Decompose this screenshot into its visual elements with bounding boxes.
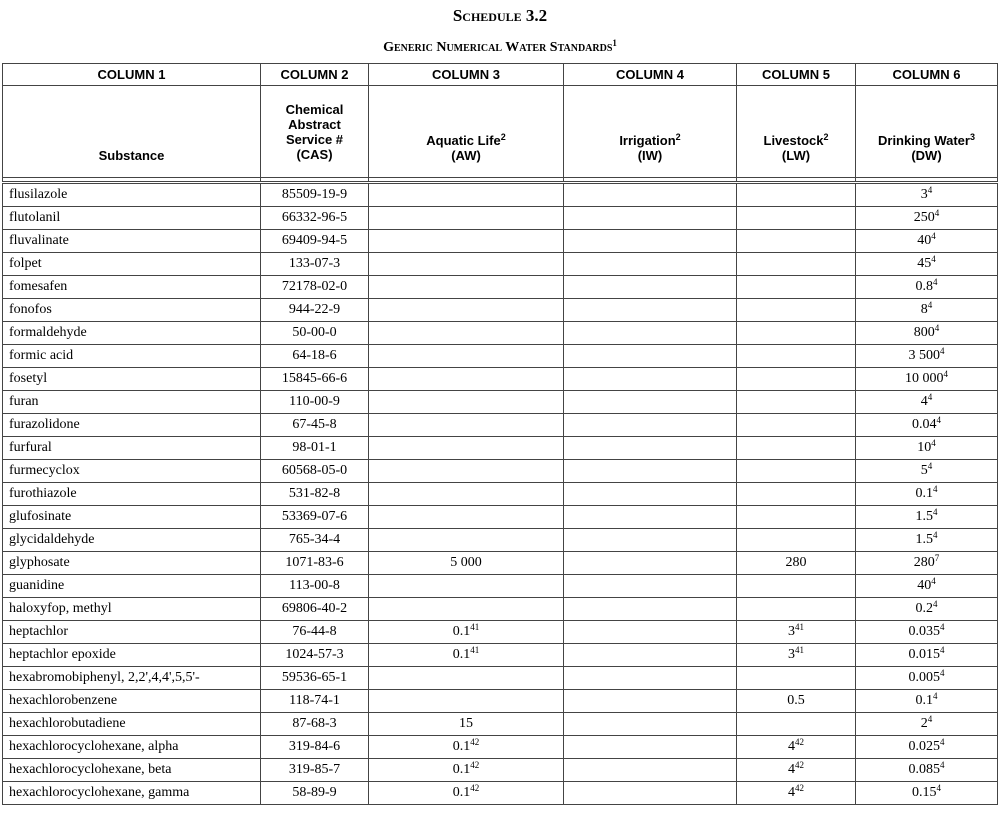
livestock-cell [737, 713, 856, 736]
drinking-water-cell [856, 713, 998, 736]
column-subheader [369, 86, 564, 178]
irrigation-cell [564, 460, 737, 483]
value: 3 [788, 624, 795, 639]
cas-cell: 944-22-9 [261, 299, 369, 322]
cas-cell: 59536-65-1 [261, 667, 369, 690]
aquatic-life-cell [369, 207, 564, 230]
column-header: COLUMN 1 [3, 64, 261, 86]
cas-cell: 1024-57-3 [261, 644, 369, 667]
drinking-water-cell [856, 207, 998, 230]
subheader-abbr: (DW) [911, 148, 942, 163]
substance-cell: glufosinate [3, 506, 261, 529]
substance-cell: flutolanil [3, 207, 261, 230]
footnote-ref: 4 [933, 599, 938, 609]
footnote-ref: 4 [927, 714, 933, 724]
drinking-water-cell [856, 253, 998, 276]
cas-cell: 76-44-8 [261, 621, 369, 644]
table-row [3, 644, 998, 667]
substance-cell: furothiazole [3, 483, 261, 506]
substance-cell: haloxyfop, methyl [3, 598, 261, 621]
footnote-ref: 4 [933, 530, 938, 540]
value: 8 [920, 302, 928, 317]
livestock-cell [737, 322, 856, 345]
irrigation-cell [564, 322, 737, 345]
value: 0.1 [452, 785, 471, 800]
column-subheader [737, 86, 856, 178]
irrigation-cell [564, 759, 737, 782]
cas-cell: 531-82-8 [261, 483, 369, 506]
table-row [3, 483, 998, 506]
table-row [3, 690, 998, 713]
subheader-abbr: (CAS) [296, 146, 333, 162]
cas-cell: 765-34-4 [261, 529, 369, 552]
cas-cell: 58-89-9 [261, 782, 369, 805]
irrigation-cell [564, 230, 737, 253]
irrigation-cell [564, 713, 737, 736]
table-row [3, 345, 998, 368]
irrigation-cell [564, 736, 737, 759]
livestock-cell [737, 736, 856, 759]
value: 3 [920, 187, 928, 202]
drinking-water-cell [856, 759, 998, 782]
livestock-cell [737, 299, 856, 322]
livestock-cell [737, 621, 856, 644]
livestock-cell [737, 207, 856, 230]
table-row [3, 736, 998, 759]
column-subheader [564, 86, 737, 178]
value: 1.5 [915, 509, 933, 524]
aquatic-life-cell [369, 414, 564, 437]
value: 280 [913, 555, 935, 570]
footnote-ref: 7 [934, 553, 940, 563]
footnote-ref: 4 [943, 369, 948, 379]
footnote-ref: 4 [933, 691, 938, 701]
value: 45 [917, 256, 932, 271]
livestock-cell [737, 759, 856, 782]
footnote-ref: 2 [823, 132, 829, 142]
aquatic-life-cell [369, 460, 564, 483]
substance-cell: furazolidone [3, 414, 261, 437]
drinking-water-cell [856, 183, 998, 207]
schedule-title: Schedule 3.2 [452, 6, 548, 25]
cas-cell: 15845-66-6 [261, 368, 369, 391]
cas-cell: 1071-83-6 [261, 552, 369, 575]
drinking-water-cell [856, 667, 998, 690]
value: 0.025 [908, 739, 940, 754]
drinking-water-cell [856, 782, 998, 805]
value: 4 [920, 394, 928, 409]
value: 3 500 [908, 348, 940, 363]
irrigation-cell [564, 483, 737, 506]
livestock-cell [737, 506, 856, 529]
aquatic-life-cell [369, 690, 564, 713]
table-row [3, 621, 998, 644]
cas-cell: 319-84-6 [261, 736, 369, 759]
table-row [3, 667, 998, 690]
footnote-ref: 4 [927, 461, 933, 471]
column-subheader [3, 86, 261, 178]
subheader-abbr: (IW) [637, 148, 663, 163]
footnote-ref: 42 [470, 760, 480, 770]
table-row [3, 437, 998, 460]
irrigation-cell [564, 667, 737, 690]
cas-cell: 53369-07-6 [261, 506, 369, 529]
aquatic-life-cell [369, 483, 564, 506]
aquatic-life-cell [369, 437, 564, 460]
value: 0.005 [908, 670, 940, 685]
drinking-water-cell [856, 368, 998, 391]
livestock-cell [737, 782, 856, 805]
substance-cell: furan [3, 391, 261, 414]
footnote-ref: 41 [795, 645, 804, 655]
irrigation-cell [564, 368, 737, 391]
livestock-cell [737, 552, 856, 575]
livestock-cell [737, 230, 856, 253]
value: 10 [917, 440, 932, 455]
subtitle-text: Generic Numerical Water Standards [383, 40, 613, 55]
value: 0.1 [452, 647, 471, 662]
subheader-label: Drinking Water [878, 133, 970, 148]
irrigation-cell [564, 552, 737, 575]
value: 4 [788, 762, 795, 777]
livestock-cell [737, 437, 856, 460]
footnote-ref: 4 [940, 760, 945, 770]
footnote-ref: 41 [470, 645, 480, 655]
aquatic-life-cell [369, 552, 564, 575]
subheader-label: Substance [98, 148, 165, 163]
aquatic-life-cell [369, 276, 564, 299]
aquatic-life-cell [369, 667, 564, 690]
livestock-cell [737, 183, 856, 207]
value: 5 000 [450, 555, 482, 570]
cas-cell: 67-45-8 [261, 414, 369, 437]
value: 0.04 [912, 417, 937, 432]
drinking-water-cell [856, 598, 998, 621]
livestock-cell [737, 529, 856, 552]
footnote-ref: 4 [940, 346, 945, 356]
cas-cell: 69806-40-2 [261, 598, 369, 621]
column-header: COLUMN 2 [261, 64, 369, 86]
irrigation-cell [564, 183, 737, 207]
footnote-ref: 4 [940, 668, 945, 678]
cas-cell: 98-01-1 [261, 437, 369, 460]
cas-cell: 60568-05-0 [261, 460, 369, 483]
cas-cell: 319-85-7 [261, 759, 369, 782]
drinking-water-cell [856, 736, 998, 759]
table-row [3, 506, 998, 529]
table-row [3, 391, 998, 414]
cas-cell: 72178-02-0 [261, 276, 369, 299]
irrigation-cell [564, 299, 737, 322]
value: 3 [788, 647, 795, 662]
footnote-ref: 4 [940, 737, 945, 747]
cas-cell: 87-68-3 [261, 713, 369, 736]
livestock-cell [737, 460, 856, 483]
irrigation-cell [564, 437, 737, 460]
irrigation-cell [564, 782, 737, 805]
value: 0.1 [452, 739, 471, 754]
subheader-abbr: (LW) [781, 148, 811, 163]
value: 0.1 [915, 693, 933, 708]
footnote-ref: 4 [931, 576, 936, 586]
subheader-label: Livestock [763, 133, 824, 148]
drinking-water-cell [856, 529, 998, 552]
column-subheader [856, 86, 998, 178]
cas-cell: 118-74-1 [261, 690, 369, 713]
footnote-ref: 42 [470, 783, 480, 793]
footnote-ref: 4 [934, 208, 940, 218]
footnote-ref: 42 [795, 760, 804, 770]
drinking-water-cell [856, 621, 998, 644]
irrigation-cell [564, 506, 737, 529]
irrigation-cell [564, 391, 737, 414]
drinking-water-cell [856, 276, 998, 299]
drinking-water-cell [856, 437, 998, 460]
value: 0.8 [915, 279, 933, 294]
table-row [3, 183, 998, 207]
aquatic-life-cell [369, 183, 564, 207]
value: 0.5 [787, 693, 805, 708]
column-header: COLUMN 5 [737, 64, 856, 86]
substance-cell: hexachlorocyclohexane, gamma [3, 782, 261, 805]
table-row [3, 368, 998, 391]
subheader-label: Aquatic Life [426, 133, 501, 148]
livestock-cell [737, 483, 856, 506]
substance-cell: fomesafen [3, 276, 261, 299]
value: 0.1 [452, 762, 471, 777]
substance-cell: guanidine [3, 575, 261, 598]
aquatic-life-cell [369, 368, 564, 391]
drinking-water-cell [856, 230, 998, 253]
footnote-ref: 42 [795, 737, 804, 747]
table-row [3, 759, 998, 782]
footnote-ref: 41 [470, 622, 480, 632]
aquatic-life-cell [369, 230, 564, 253]
substance-cell: folpet [3, 253, 261, 276]
substance-cell: fosetyl [3, 368, 261, 391]
table-row [3, 322, 998, 345]
table-row [3, 276, 998, 299]
cas-cell: 113-00-8 [261, 575, 369, 598]
irrigation-cell [564, 207, 737, 230]
table-row [3, 713, 998, 736]
table-row [3, 253, 998, 276]
water-standards-table [2, 63, 998, 805]
livestock-cell [737, 690, 856, 713]
value: 1.5 [915, 532, 933, 547]
aquatic-life-cell [369, 598, 564, 621]
substance-cell: furmecyclox [3, 460, 261, 483]
cas-cell: 50-00-0 [261, 322, 369, 345]
table-row [3, 230, 998, 253]
cas-cell: 64-18-6 [261, 345, 369, 368]
footnote-ref: 4 [933, 507, 938, 517]
footnote-ref: 4 [933, 277, 938, 287]
footnote-ref: 3 [969, 132, 975, 142]
value: 280 [785, 555, 807, 570]
livestock-cell [737, 414, 856, 437]
subheader-label: Chemical Abstract Service # [285, 101, 344, 147]
subheader-abbr: (AW) [451, 148, 481, 163]
aquatic-life-cell [369, 506, 564, 529]
livestock-cell [737, 345, 856, 368]
table-row [3, 414, 998, 437]
value: 2 [920, 716, 928, 731]
substance-cell: glycidaldehyde [3, 529, 261, 552]
table-row [3, 575, 998, 598]
irrigation-cell [564, 276, 737, 299]
footnote-ref: 4 [933, 484, 938, 494]
footnote-ref: 2 [500, 132, 506, 142]
livestock-cell [737, 368, 856, 391]
irrigation-cell [564, 690, 737, 713]
irrigation-cell [564, 598, 737, 621]
substance-cell: flusilazole [3, 183, 261, 207]
aquatic-life-cell [369, 299, 564, 322]
footnote-ref: 1 [612, 38, 617, 48]
table-row [3, 552, 998, 575]
footnote-ref: 2 [675, 132, 681, 142]
drinking-water-cell [856, 414, 998, 437]
livestock-cell [737, 644, 856, 667]
footnote-ref: 4 [936, 783, 941, 793]
cas-cell: 133-07-3 [261, 253, 369, 276]
substance-cell: heptachlor [3, 621, 261, 644]
value: 10 000 [905, 371, 944, 386]
substance-cell: hexachlorobenzene [3, 690, 261, 713]
aquatic-life-cell [369, 253, 564, 276]
footnote-ref: 4 [927, 185, 933, 195]
irrigation-cell [564, 414, 737, 437]
table-row [3, 299, 998, 322]
drinking-water-cell [856, 552, 998, 575]
aquatic-life-cell [369, 736, 564, 759]
irrigation-cell [564, 644, 737, 667]
aquatic-life-cell [369, 621, 564, 644]
footnote-ref: 41 [795, 622, 804, 632]
value: 800 [913, 325, 935, 340]
substance-cell: hexachlorocyclohexane, beta [3, 759, 261, 782]
value: 40 [917, 578, 932, 593]
aquatic-life-cell [369, 575, 564, 598]
footnote-ref: 4 [936, 415, 941, 425]
livestock-cell [737, 276, 856, 299]
drinking-water-cell [856, 506, 998, 529]
footnote-ref: 4 [934, 323, 940, 333]
livestock-cell [737, 253, 856, 276]
irrigation-cell [564, 621, 737, 644]
value: 0.1 [915, 486, 933, 501]
value: 4 [788, 739, 795, 754]
footnote-ref: 42 [795, 783, 804, 793]
aquatic-life-cell [369, 529, 564, 552]
aquatic-life-cell [369, 713, 564, 736]
substance-cell: fonofos [3, 299, 261, 322]
irrigation-cell [564, 345, 737, 368]
drinking-water-cell [856, 690, 998, 713]
aquatic-life-cell [369, 782, 564, 805]
value: 40 [917, 233, 932, 248]
value: 5 [920, 463, 928, 478]
livestock-cell [737, 391, 856, 414]
drinking-water-cell [856, 575, 998, 598]
aquatic-life-cell [369, 759, 564, 782]
irrigation-cell [564, 575, 737, 598]
value: 0.085 [908, 762, 940, 777]
value: 15 [459, 716, 473, 731]
footnote-ref: 4 [927, 392, 933, 402]
aquatic-life-cell [369, 345, 564, 368]
aquatic-life-cell [369, 644, 564, 667]
table-row [3, 529, 998, 552]
footnote-ref: 4 [940, 645, 945, 655]
cas-cell: 66332-96-5 [261, 207, 369, 230]
column-header: COLUMN 6 [856, 64, 998, 86]
column-subheader [261, 86, 369, 178]
footnote-ref: 4 [931, 231, 936, 241]
cas-cell: 85509-19-9 [261, 183, 369, 207]
value: 250 [913, 210, 935, 225]
value: 0.1 [452, 624, 471, 639]
drinking-water-cell [856, 644, 998, 667]
drinking-water-cell [856, 345, 998, 368]
drinking-water-cell [856, 322, 998, 345]
footnote-ref: 4 [931, 438, 936, 448]
value: 0.035 [908, 624, 940, 639]
substance-cell: glyphosate [3, 552, 261, 575]
substance-cell: formic acid [3, 345, 261, 368]
footnote-ref: 42 [470, 737, 480, 747]
livestock-cell [737, 575, 856, 598]
livestock-cell [737, 598, 856, 621]
table-row [3, 782, 998, 805]
substance-cell: hexabromobiphenyl, 2,2',4,4',5,5'- [3, 667, 261, 690]
substance-cell: formaldehyde [3, 322, 261, 345]
substance-cell: hexachlorobutadiene [3, 713, 261, 736]
drinking-water-cell [856, 391, 998, 414]
drinking-water-cell [856, 299, 998, 322]
cas-cell: 110-00-9 [261, 391, 369, 414]
footnote-ref: 4 [927, 300, 933, 310]
value: 0.2 [915, 601, 933, 616]
table-row [3, 207, 998, 230]
footnote-ref: 4 [931, 254, 936, 264]
column-header: COLUMN 3 [369, 64, 564, 86]
substance-cell: furfural [3, 437, 261, 460]
aquatic-life-cell [369, 322, 564, 345]
drinking-water-cell [856, 483, 998, 506]
aquatic-life-cell [369, 391, 564, 414]
substance-cell: hexachlorocyclohexane, alpha [3, 736, 261, 759]
table-row [3, 460, 998, 483]
table-row [3, 598, 998, 621]
irrigation-cell [564, 529, 737, 552]
substance-cell: fluvalinate [3, 230, 261, 253]
value: 4 [788, 785, 795, 800]
value: 0.15 [912, 785, 937, 800]
cas-cell: 69409-94-5 [261, 230, 369, 253]
column-header: COLUMN 4 [564, 64, 737, 86]
drinking-water-cell [856, 460, 998, 483]
table-subtitle [0, 40, 1000, 56]
livestock-cell [737, 667, 856, 690]
substance-cell: heptachlor epoxide [3, 644, 261, 667]
value: 0.015 [908, 647, 940, 662]
footnote-ref: 4 [940, 622, 945, 632]
irrigation-cell [564, 253, 737, 276]
subheader-label: Irrigation [619, 133, 676, 148]
